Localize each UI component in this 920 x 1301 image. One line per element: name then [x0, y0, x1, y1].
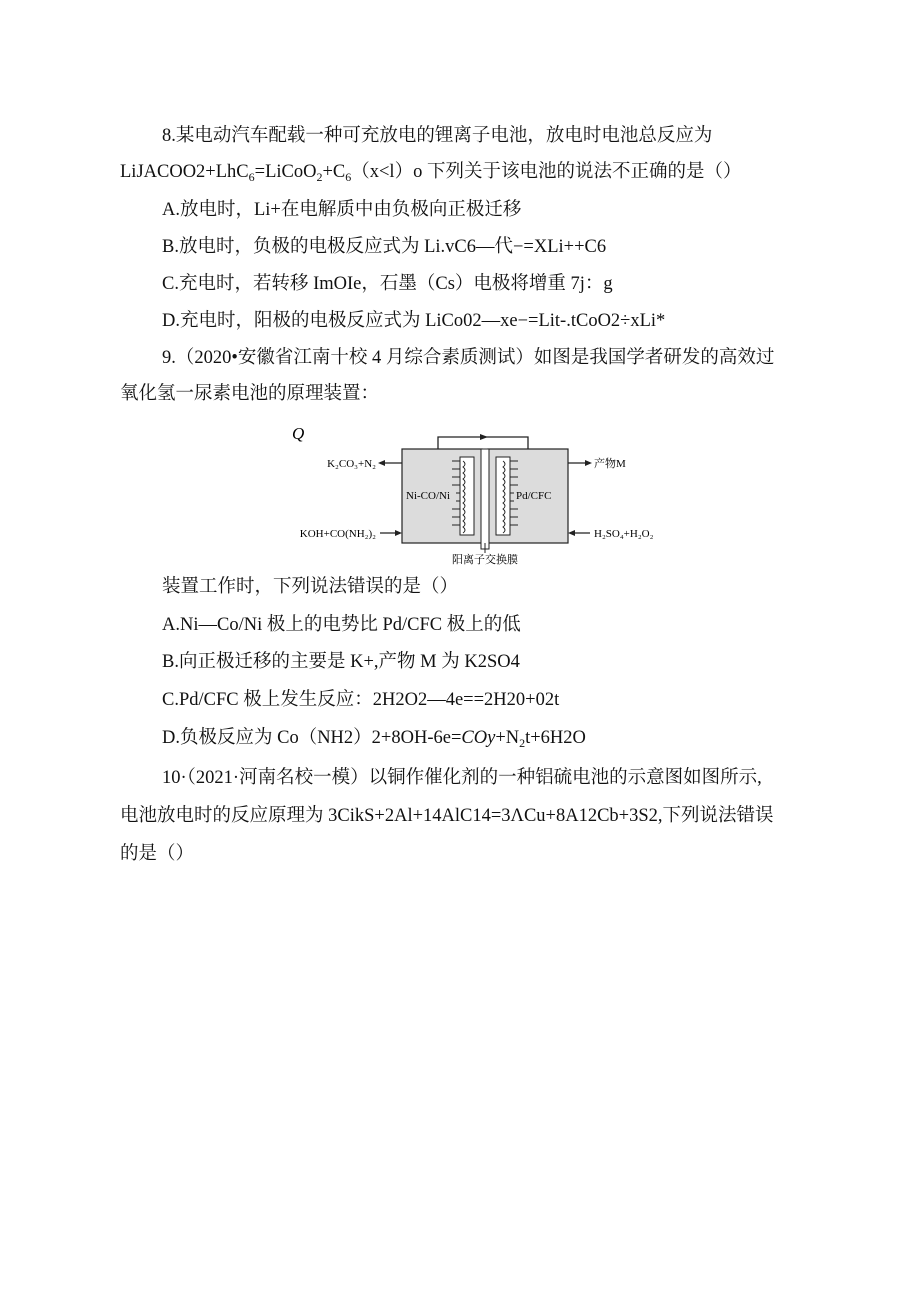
q8-option-b: B.放电时，负极的电极反应式为 Li.vC6—代−=XLi++C6	[162, 237, 607, 257]
q9-option-d-part: t+6H2O	[525, 728, 586, 748]
q9-option-d-part: +N	[495, 728, 520, 748]
right-top-label: 产物M	[594, 458, 626, 470]
inflow-right-arrow	[568, 530, 575, 536]
subscript: 2	[316, 170, 323, 184]
q10-stem-line2: 电池放电时的反应原理为 3CikS+2Al+14AlC14=3ΛCu+8A12Cb+3S2,下列说法错误	[120, 806, 774, 826]
electrode-left-label: Ni-CO/Ni	[406, 490, 450, 502]
left-top-label: K₂CO₃+N₂	[327, 458, 376, 470]
subscript: 2	[519, 736, 526, 750]
subscript: 6	[248, 170, 255, 184]
left-bottom-label: KOH+CO(NH₂)₂	[299, 528, 376, 540]
q9-option-a: A.Ni—Co/Ni 极上的电势比 Pd/CFC 极上的低	[162, 615, 521, 635]
cation-exchange-membrane	[481, 449, 489, 549]
q8-formula-part: +C	[322, 162, 346, 182]
q9-option-b: B.向正极迁移的主要是 K+,产物 M 为 K2SO4	[162, 652, 520, 672]
q8-option-d: D.充电时，阳极的电极反应式为 LiCo02—xe−=Lit-.tCoO2÷xLi*	[162, 311, 666, 331]
q9-option-d-part: D.负极反应为 Co（NH2）2+8OH-6e=	[162, 728, 462, 748]
right-bottom-label: H₂SO₄+H₂O₂	[594, 528, 654, 540]
q9-option-d-part: COy	[461, 728, 496, 748]
q10-stem-line1: 10·（2021·河南名校一模）以铜作催化剂的一种铝硫电池的示意图如图所示,	[162, 768, 762, 788]
electrode-right-label: Pd/CFC	[516, 490, 552, 502]
electrode-right	[496, 457, 510, 535]
q9-stem-line1: 9.（2020•安徽省江南十校 4 月综合素质测试）如图是我国学者研发的高效过	[162, 348, 775, 368]
q9-option-c: C.Pd/CFC 极上发生反应：2H2O2—4e==2H20+02t	[162, 690, 560, 710]
electrode-left	[460, 457, 474, 535]
battery-diagram	[292, 423, 654, 566]
current-arrow	[480, 434, 488, 440]
q8-stem-line2	[120, 160, 741, 184]
membrane-label: 阳离子交换膜	[452, 554, 518, 566]
q8-formula-part: LiJACOO2+LhC	[120, 162, 249, 182]
q8-stem-line1: 8.某电动汽车配载一种可充放电的锂离子电池，放电时电池总反应为	[162, 126, 713, 146]
q9-prompt: 装置工作时，下列说法错误的是（）	[162, 577, 459, 597]
figure-corner-mark: Q	[292, 424, 305, 443]
q9-option-d	[162, 726, 586, 750]
q9-stem-line2: 氧化氢一尿素电池的原理装置：	[120, 384, 380, 404]
q10-stem-line3: 的是（）	[120, 844, 195, 864]
q8-option-c: C.充电时，若转移 ImOIe，石墨（Cs）电极将增重 7j：g	[162, 274, 613, 294]
q8-option-a: A.放电时，Li+在电解质中由负极向正极迁移	[162, 200, 522, 220]
outflow-left-arrow	[378, 460, 385, 466]
subscript: 6	[345, 170, 352, 184]
inflow-left-arrow	[395, 530, 402, 536]
q8-stem-tail: （x<l）o 下列关于该电池的说法不正确的是（）	[351, 162, 742, 182]
q8-formula-part: =LiCoO	[254, 162, 317, 182]
outflow-right-arrow	[585, 460, 592, 466]
